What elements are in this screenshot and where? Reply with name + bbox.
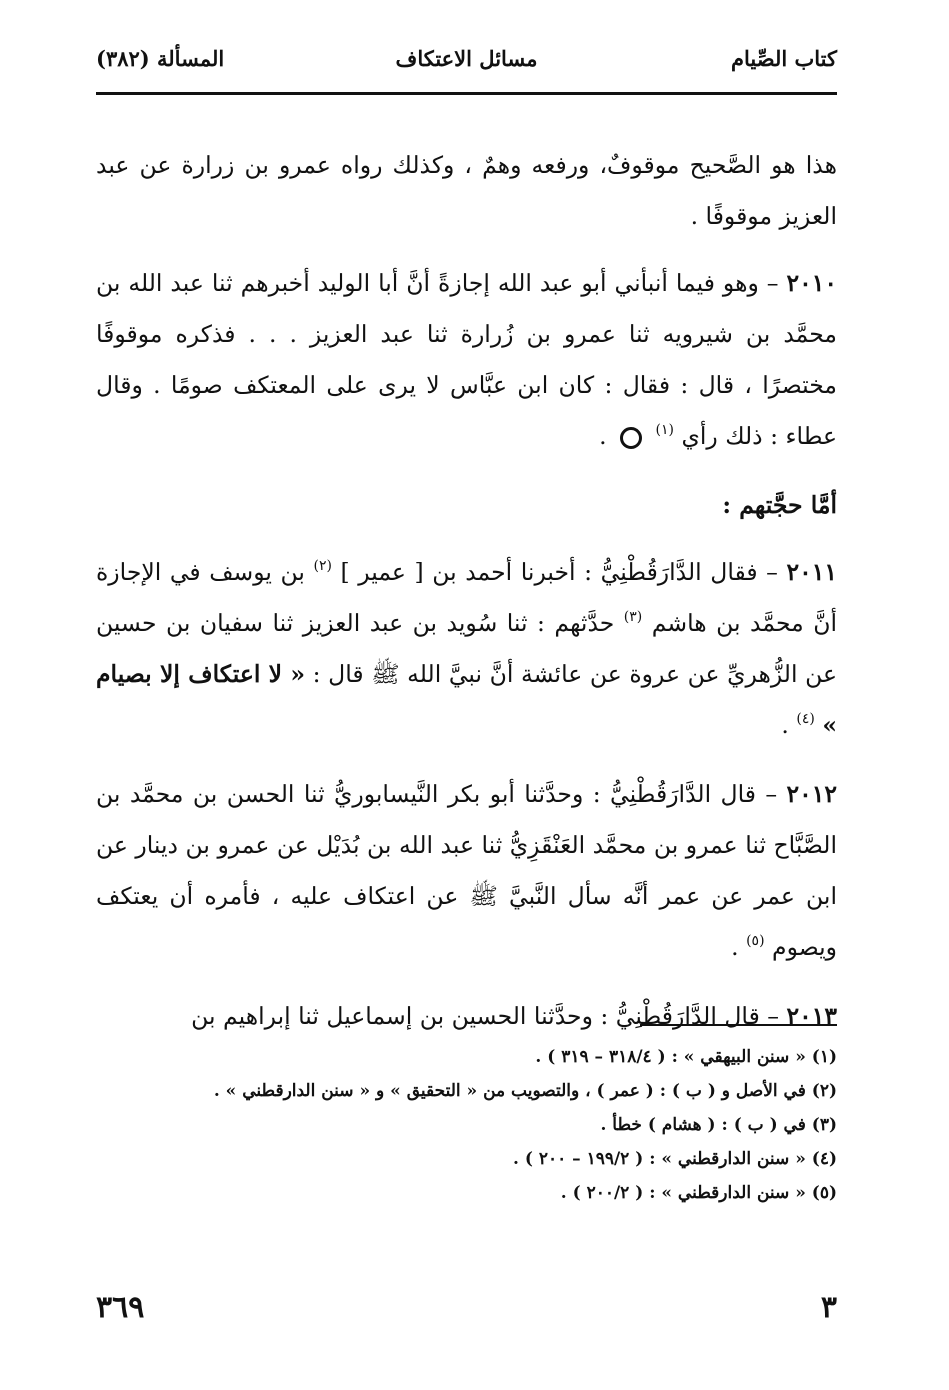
main-text — [96, 140, 837, 1060]
paragraph-end: . — [731, 933, 747, 961]
paragraph-2011 — [96, 547, 837, 751]
paragraph-text: – فقال الدَّارَقُطْنِيُّ : أخبرنا أحمد بن [ عمير ] — [340, 558, 787, 586]
footnote-ref: (٤) — [796, 711, 815, 728]
header-issue-number: المسألة (٣٨٢) — [96, 46, 225, 71]
hadith-number: ٢٠١١ — [786, 558, 837, 586]
paragraph-text: – قال الدَّارَقُطْنِيُّ : وحدَّثنا أبو بكر النَّيسابوريُّ ثنا الحسن بن محمَّد بن الصَّبَّاح ثنا عمرو بن محمَّد العَنْقَزِيُّ ثنا عبد الله بن بُدَيْل عن عمرو بن دينار عن ابن عمر عن عمر أنَّه سأل النَّبيَّ ﷺ عن اعتكاف عليه ، فأمره أن يعتكف ويصوم — [96, 780, 837, 961]
paragraph-end: . — [781, 711, 797, 739]
section-heading: أمَّا حجَّتهم : — [722, 491, 837, 519]
page-number: ٣٦٩ — [96, 1290, 145, 1325]
footnote-ref: (٣) — [623, 609, 643, 626]
footnote-item: (٥) « سنن الدارقطني » : ( ٢٠٠/٢ ) . — [560, 1183, 837, 1203]
footnote-item: (٤) « سنن الدارقطني » : ( ١٩٩/٢ – ٢٠٠ ) . — [513, 1149, 837, 1169]
footnote-ref: (٢) — [313, 558, 332, 575]
paragraph-text: هذا هو الصَّحيح موقوفٌ، ورفعه وهمٌ ، وكذلك رواه عمرو بن زرارة عن عبد العزيز موقوفًا . — [96, 151, 837, 230]
hadith-number: ٢٠١٠ — [786, 269, 837, 297]
paragraph-text: حدَّثهم : ثنا سُويد بن عبد العزيز ثنا سفيان بن حسين عن الزُّهريِّ عن عروة عن عائشة أنَّ نبيَّ الله ﷺ قال : — [96, 609, 837, 688]
footnote-item: (١) « سنن البيهقي » : ( ٣١٨/٤ – ٣١٩ ) . — [535, 1047, 837, 1067]
paragraph-text: بن يوسف في الإجازة أنَّ محمَّد بن هاشم — [96, 558, 837, 637]
footnotes — [96, 1040, 837, 1210]
footnote-item: (٣) في ( ب ) : ( هشام ) خطأ . — [600, 1115, 837, 1135]
header-book-title: كتاب الصِّيام — [731, 46, 837, 71]
paragraph-text: – وهو فيما أنبأني أبو عبد الله إجازةً أنَّ أبا الوليد أخبرهم ثنا عبد الله بن محمَّد بن شيرويه ثنا عمرو بن زُرارة ثنا عبد العزيز . . . فذكره موقوفًا مختصرًا ، قال : فقال : كان ابن عبَّاس لا يرى على المعتكف صومًا . وقال عطاء : ذلك رأي — [96, 269, 837, 450]
header-rule — [96, 92, 837, 95]
running-header — [96, 46, 837, 86]
hadith-number: ٢٠١٣ — [786, 1002, 837, 1030]
footnote-ref: (٥) — [746, 933, 765, 950]
paragraph-2013 — [96, 991, 837, 1042]
paragraph-intro — [96, 140, 837, 242]
paragraph-2012 — [96, 769, 837, 973]
header-section-title: مسائل الاعتكاف — [395, 46, 538, 71]
end-circle-icon — [620, 427, 642, 449]
hadith-number: ٢٠١٢ — [786, 780, 837, 808]
footnote-ref: (١) — [655, 422, 674, 439]
paragraph-2010 — [96, 258, 837, 462]
hadith-quote: « لا اعتكاف إلا بصيام » — [96, 660, 837, 739]
volume-number: ٣ — [820, 1290, 837, 1325]
footnote-rule — [640, 1024, 837, 1026]
footnote-item: (٢) في الأصل و ( ب ) : ( عمر ) ، والتصويب من « التحقيق » و « سنن الدارقطني » . — [213, 1081, 837, 1101]
paragraph-end: . — [599, 422, 615, 450]
paragraph-text: – قال الدَّارَقُطْنِيُّ : وحدَّثنا الحسين بن إسماعيل ثنا إبراهيم بن — [191, 1002, 787, 1030]
